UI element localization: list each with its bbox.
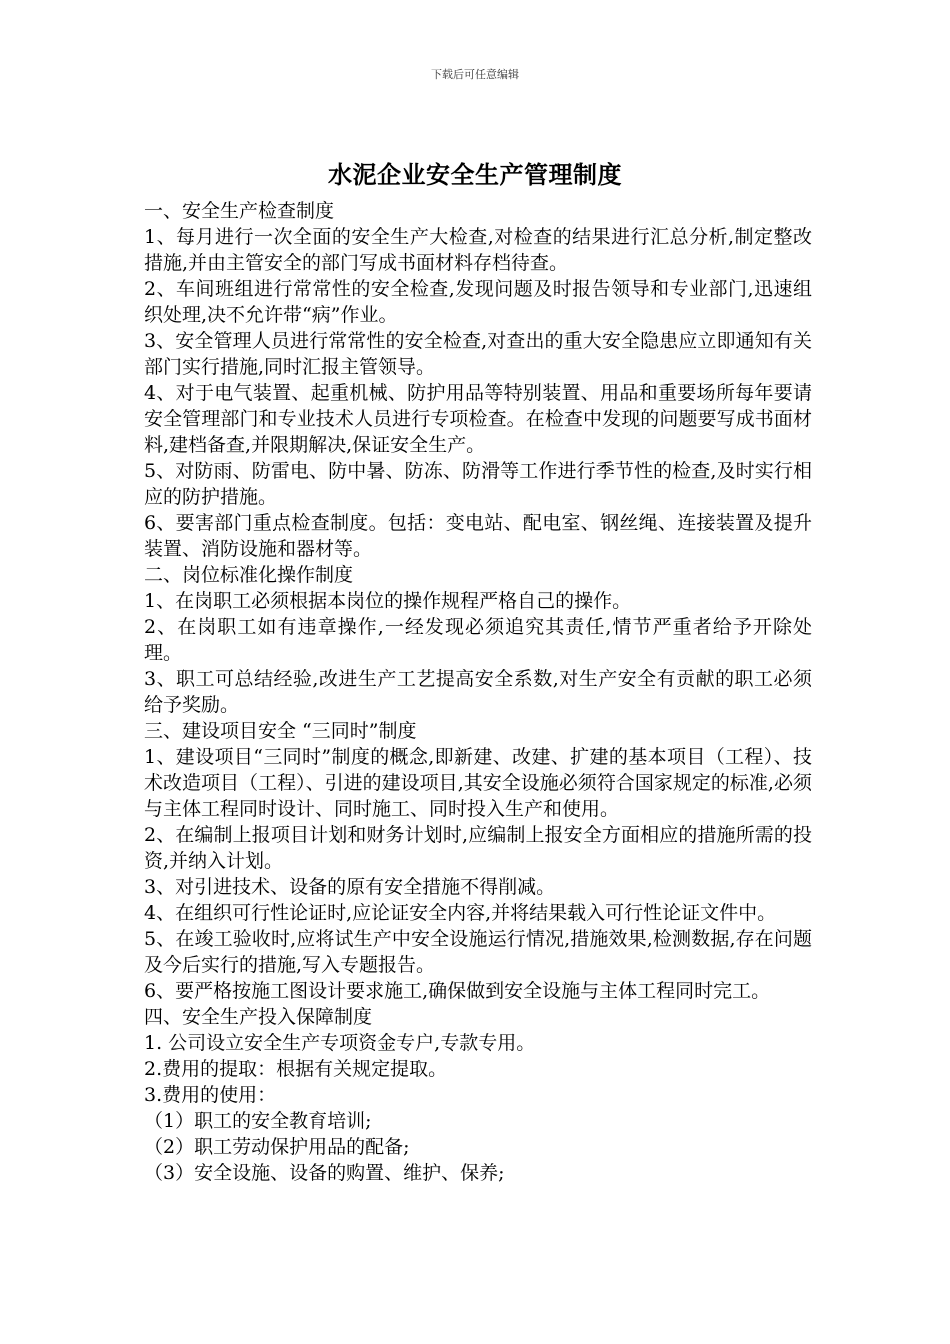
section-heading: 三、建设项目安全 “三同时”制度 [144, 720, 417, 742]
paragraph: 1、在岗职工必须根据本岗位的操作规程严格自己的操作。 [144, 590, 632, 612]
paragraph: 2、在岗职工如有违章操作,一经发现必须追究其责任,情节严重者给予开除处理。 [144, 616, 812, 664]
paragraph: 6、要严格按施工图设计要求施工,确保做到安全设施与主体工程同时完工。 [144, 980, 771, 1002]
paragraph: 3、职工可总结经验,改进生产工艺提高安全系数,对生产安全有贡献的职工必须给予奖励。 [144, 668, 812, 716]
paragraph: 3.费用的使用： [144, 1084, 277, 1106]
section-heading: 二、岗位标准化操作制度 [144, 564, 354, 586]
page-header: 下载后可任意编辑 [431, 68, 519, 81]
paragraph: 2、在编制上报项目计划和财务计划时,应编制上报安全方面相应的措施所需的投资,并纳入计划。 [144, 824, 812, 872]
paragraph: 2.费用的提取：根据有关规定提取。 [144, 1058, 448, 1080]
paragraph: 5、在竣工验收时,应将试生产中安全设施运行情况,措施效果,检测数据,存在问题及今后实行的措施,写入专题报告。 [144, 928, 812, 976]
list-item: （1）职工的安全教育培训; [144, 1110, 372, 1132]
paragraph: 1、建设项目“三同时”制度的概念,即新建、改建、扩建的基本项目（工程）、技术改造项目（工程）、引进的建设项目,其安全设施必须符合国家规定的标准,必须与主体工程同时设计、同时施工、同时投入生产和使用。 [144, 746, 812, 820]
section-heading: 四、安全生产投入保障制度 [144, 1006, 373, 1028]
section-heading: 一、安全生产检查制度 [144, 200, 335, 222]
paragraph: 5、对防雨、防雷电、防中暑、防冻、防滑等工作进行季节性的检查,及时实行相应的防护措施。 [144, 460, 812, 508]
paragraph: 4、在组织可行性论证时,应论证安全内容,并将结果载入可行性论证文件中。 [144, 902, 777, 924]
paragraph: 3、对引进技术、设备的原有安全措施不得削减。 [144, 876, 556, 898]
list-item: （3）安全设施、设备的购置、维护、保养; [144, 1162, 505, 1184]
paragraph: 4、对于电气装置、起重机械、防护用品等特别装置、用品和重要场所每年要请安全管理部门和专业技术人员进行专项检查。在检查中发现的问题要写成书面材料,建档备查,并限期解决,保证安全生产。 [144, 382, 812, 456]
paragraph: 1. 公司设立安全生产专项资金专户,专款专用。 [144, 1032, 536, 1054]
document-body [144, 198, 812, 1186]
list-item: （2）职工劳动保护用品的配备; [144, 1136, 410, 1158]
paragraph: 1、每月进行一次全面的安全生产大检查,对检查的结果进行汇总分析,制定整改措施,并由主管安全的部门写成书面材料存档待查。 [144, 226, 812, 274]
paragraph: 3、安全管理人员进行常常性的安全检查,对查出的重大安全隐患应立即通知有关部门实行措施,同时汇报主管领导。 [144, 330, 812, 378]
document-title: 水泥企业安全生产管理制度 [328, 161, 622, 189]
paragraph: 6、要害部门重点检查制度。包括：变电站、配电室、钢丝绳、连接装置及提升装置、消防设施和器材等。 [144, 512, 812, 560]
paragraph: 2、车间班组进行常常性的安全检查,发现问题及时报告领导和专业部门,迅速组织处理,决不允许带“病”作业。 [144, 278, 812, 326]
